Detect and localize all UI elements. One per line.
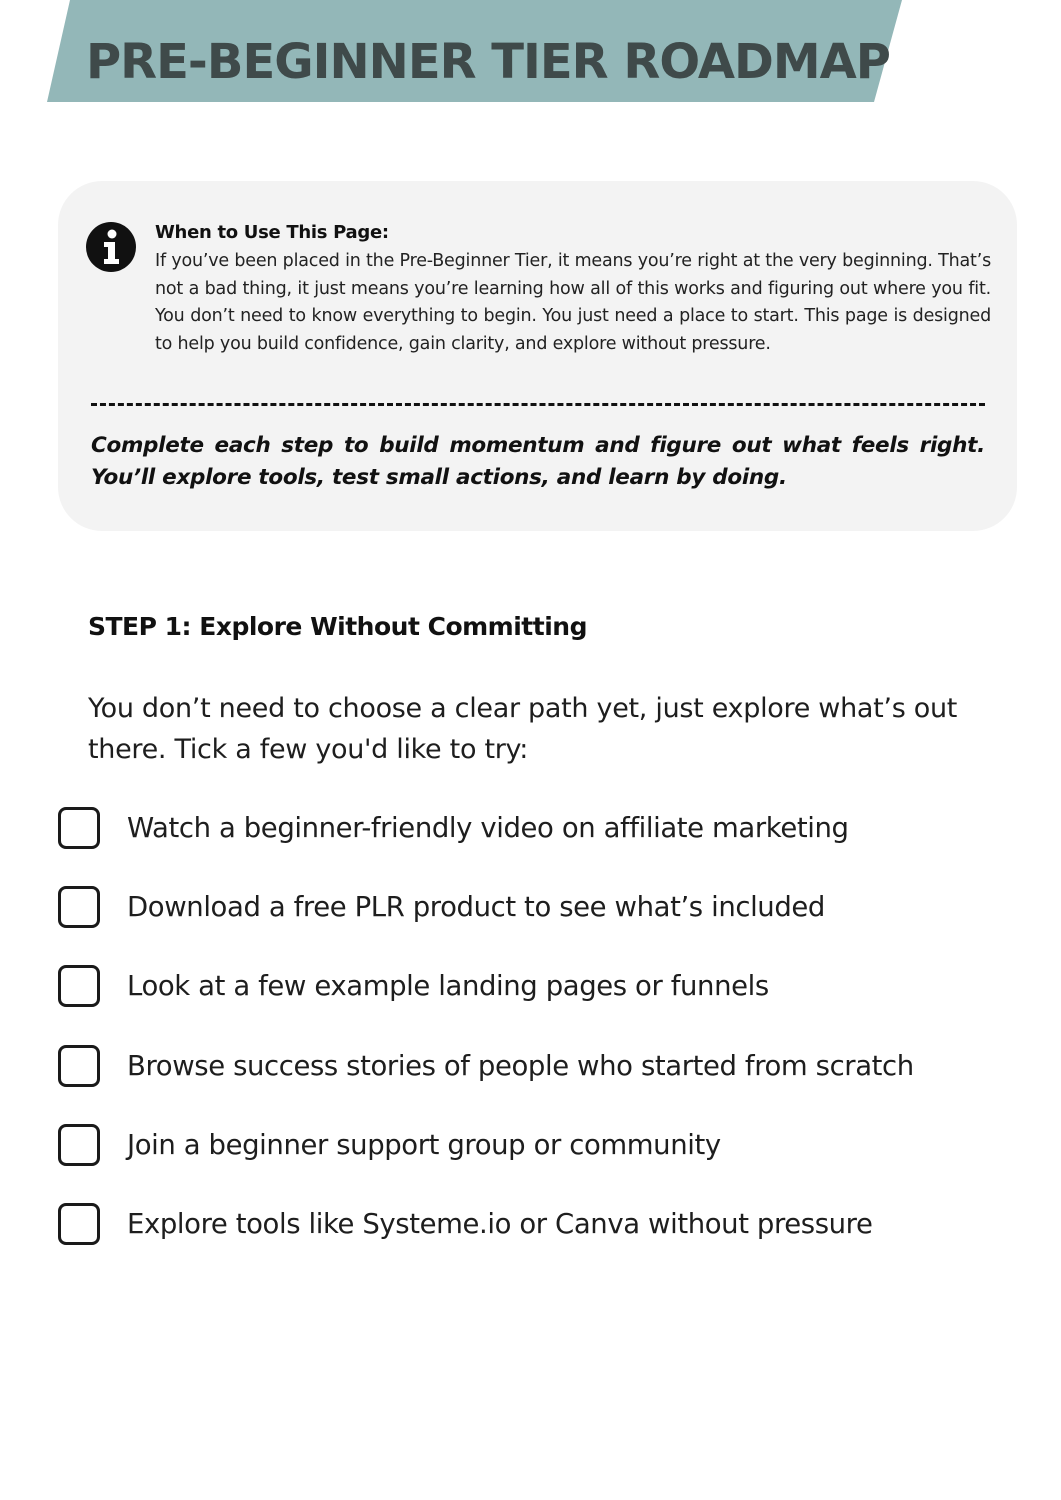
checklist-item-label: Join a beginner support group or community bbox=[127, 1129, 721, 1161]
checkbox[interactable] bbox=[58, 965, 100, 1007]
checklist-item[interactable] bbox=[58, 1044, 1018, 1088]
header-banner bbox=[0, 0, 1061, 102]
checklist-item-label: Browse success stories of people who started from scratch bbox=[127, 1050, 914, 1082]
checklist-item[interactable] bbox=[58, 964, 1018, 1008]
checklist-item-label: Look at a few example landing pages or funnels bbox=[127, 970, 769, 1002]
info-body: If you’ve been placed in the Pre-Beginner Tier, it means you’re right at the very beginning. That’s not a bad thing, it just means you’re learning how all of this works and figuring out where you fit. You don’t need to know everything to begin. You just need a place to start. This page is designed to help you build confidence, gain clarity, and explore without pressure. bbox=[155, 251, 991, 354]
checklist-item[interactable] bbox=[58, 885, 1018, 929]
checkbox[interactable] bbox=[58, 1045, 100, 1087]
checkbox[interactable] bbox=[58, 1203, 100, 1245]
checklist-item-label: Watch a beginner-friendly video on affiliate marketing bbox=[127, 812, 849, 844]
page-title: PRE-BEGINNER TIER ROADMAP bbox=[86, 34, 890, 90]
info-card bbox=[58, 181, 1017, 531]
info-emphasis: Complete each step to build momentum and figure out what feels right. You’ll explore tools, test small actions, and learn by doing. bbox=[91, 433, 985, 490]
info-icon bbox=[85, 221, 137, 273]
checklist-item[interactable] bbox=[58, 1202, 1018, 1246]
checklist-item[interactable] bbox=[58, 806, 1018, 850]
step-1-title: STEP 1: Explore Without Committing bbox=[88, 612, 587, 641]
dashed-divider bbox=[91, 403, 985, 406]
checkbox[interactable] bbox=[58, 886, 100, 928]
checkbox[interactable] bbox=[58, 1124, 100, 1166]
checklist-item-label: Explore tools like Systeme.io or Canva without pressure bbox=[127, 1208, 873, 1240]
step-1-intro: You don’t need to choose a clear path yet, just explore what’s out there. Tick a few you'd like to try: bbox=[88, 693, 958, 765]
checklist-item[interactable] bbox=[58, 1123, 1018, 1167]
info-heading: When to Use This Page: bbox=[155, 222, 389, 243]
checklist-item-label: Download a free PLR product to see what’s included bbox=[127, 891, 825, 923]
checkbox[interactable] bbox=[58, 807, 100, 849]
